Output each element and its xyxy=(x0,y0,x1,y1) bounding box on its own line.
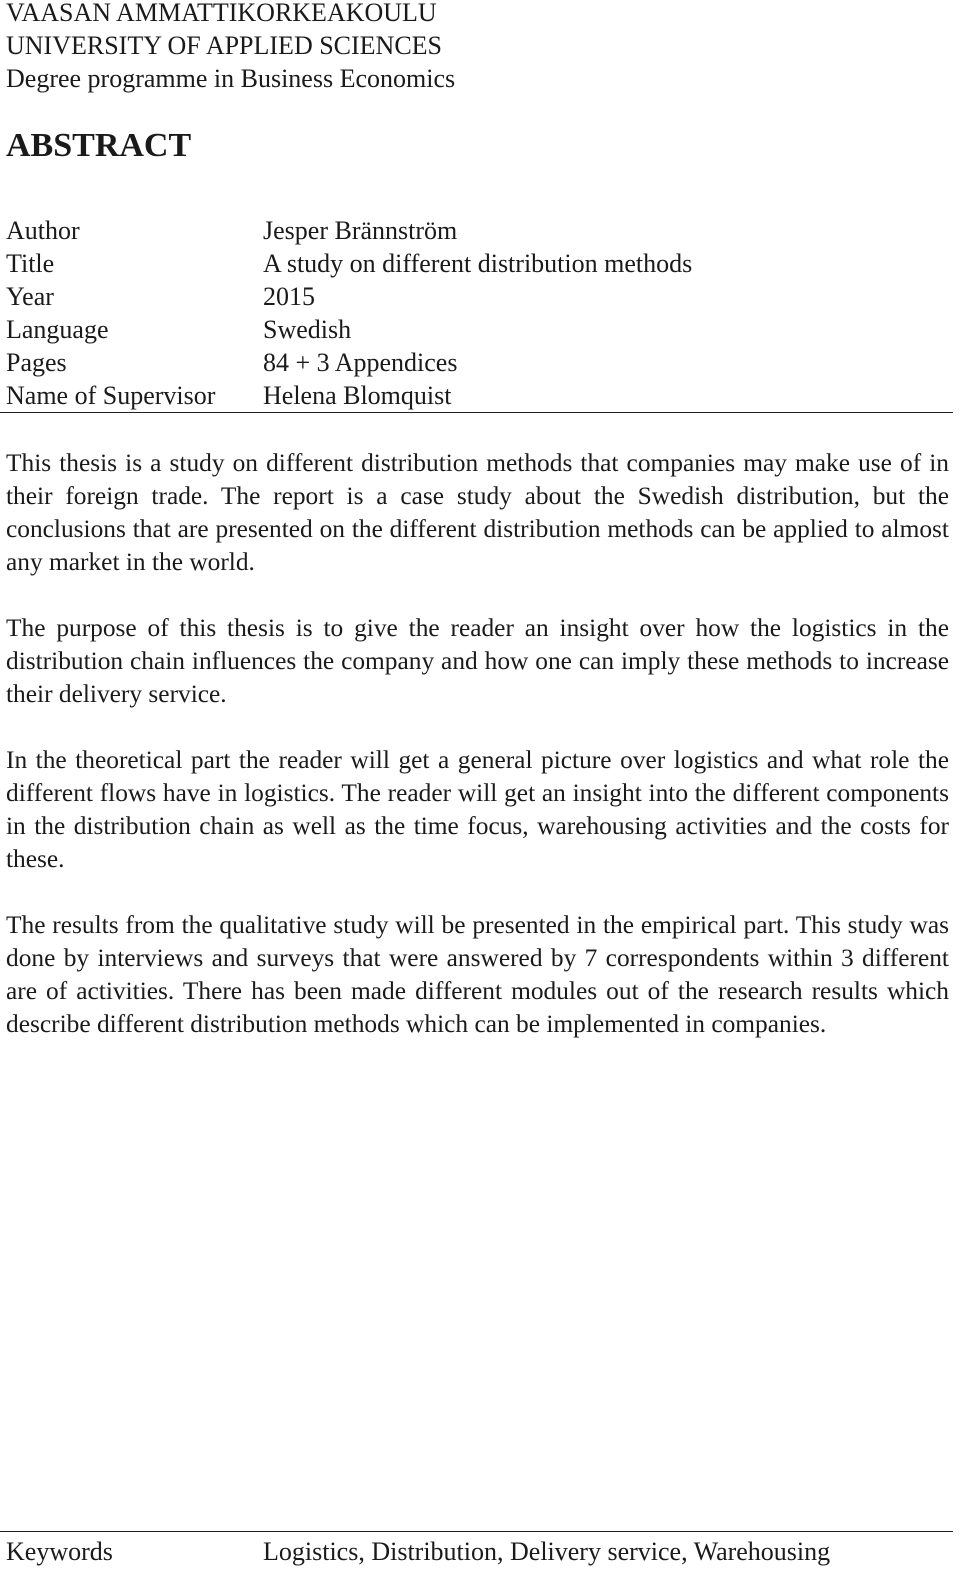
abstract-paragraph: The results from the qualitative study will be presented in the empirical part. This study was done by interviews and surveys that were answered by 7 correspondents within 3 different are of activities. There has been made different modules out of the research results which describe different distribution methods which can be implemented in companies. xyxy=(6,911,949,1038)
metadata-row-author xyxy=(6,214,692,247)
metadata-label: Pages xyxy=(6,348,67,377)
abstract-paragraph: In the theoretical part the reader will get a general picture over logistics and what role the different flows have in logistics. The reader will get an insight into the different components in the distribution chain as well as the time focus, warehousing activities and the costs for these. xyxy=(6,746,949,873)
metadata-value: A study on different distribution methods xyxy=(263,249,693,278)
keywords-value: Logistics, Distribution, Delivery service, Warehousing xyxy=(263,1537,831,1566)
metadata-row-year xyxy=(6,280,692,313)
divider-top xyxy=(0,412,953,413)
degree-programme: Degree programme in Business Economics xyxy=(6,64,456,93)
metadata-row-pages xyxy=(6,346,692,379)
metadata-label: Author xyxy=(6,216,80,245)
metadata-label: Name of Supervisor xyxy=(6,381,216,410)
metadata-label: Language xyxy=(6,315,109,344)
document-header xyxy=(6,0,455,95)
metadata-table xyxy=(6,214,692,412)
abstract-body xyxy=(6,447,949,1074)
metadata-value: Swedish xyxy=(263,315,352,344)
metadata-label: Year xyxy=(6,282,54,311)
keywords-row xyxy=(6,1535,830,1568)
metadata-row-title xyxy=(6,247,692,280)
divider-bottom xyxy=(0,1531,953,1532)
school-name-english: UNIVERSITY OF APPLIED SCIENCES xyxy=(6,31,443,60)
metadata-value: Helena Blomquist xyxy=(263,381,452,410)
metadata-label: Title xyxy=(6,249,55,278)
metadata-value: Jesper Brännström xyxy=(263,216,458,245)
metadata-row-supervisor xyxy=(6,379,692,412)
school-name: VAASAN AMMATTIKORKEAKOULU xyxy=(6,0,437,27)
metadata-value: 2015 xyxy=(263,282,315,311)
keywords-label: Keywords xyxy=(6,1537,113,1566)
abstract-paragraph: This thesis is a study on different distribution methods that companies may make use of in their foreign trade. The report is a case study about the Swedish distribution, but the conclusions that are presented on the different distribution methods can be applied to almost any market in the world. xyxy=(6,449,949,576)
metadata-row-language xyxy=(6,313,692,346)
abstract-heading: ABSTRACT xyxy=(6,127,192,164)
abstract-paragraph: The purpose of this thesis is to give the reader an insight over how the logistics in the distribution chain influences the company and how one can imply these methods to increase their delivery service. xyxy=(6,614,949,708)
metadata-value: 84 + 3 Appendices xyxy=(263,348,458,377)
